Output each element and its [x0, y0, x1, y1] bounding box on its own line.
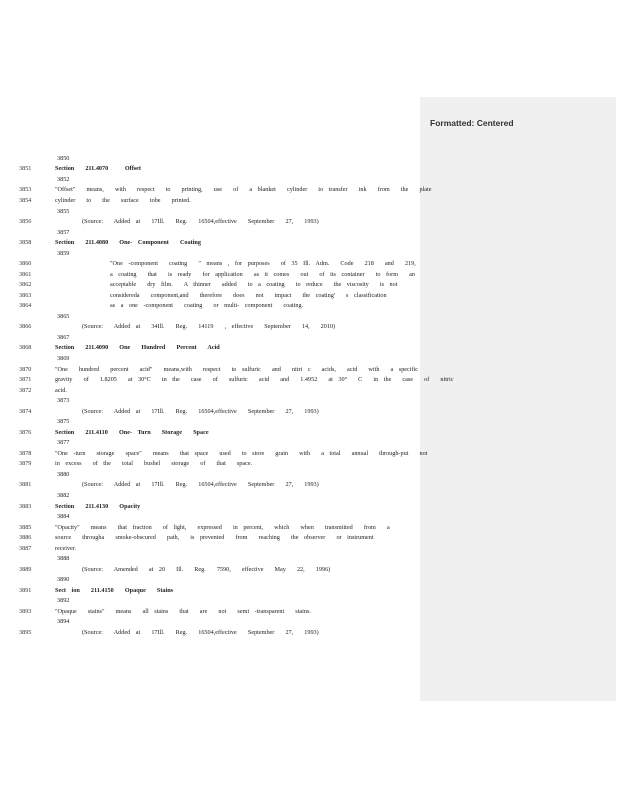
body-text-line: 3865: [57, 313, 70, 320]
body-text-line: (Source: Added at 17Ill. Reg. 16504,effective September 27, 1993): [82, 481, 319, 488]
line-number: 3866: [19, 323, 32, 330]
line-number: 3874: [19, 408, 32, 415]
body-text-line: 3857: [57, 229, 70, 236]
line-number: 3854: [19, 197, 32, 204]
section-heading: Section 211.4070 Offset: [55, 165, 141, 172]
body-text-line: cylinder to the surface tobe printed.: [55, 197, 191, 204]
body-text-line: 3859: [57, 250, 70, 257]
body-text-line: (Source: Added at 17Ill. Reg. 16504,effective September 27, 1993): [82, 408, 319, 415]
body-text-line: 3894: [57, 618, 70, 625]
body-text-line: 3877: [57, 439, 70, 446]
body-text-line: a coating that is ready for application as it comes out of its container to form an: [110, 271, 415, 278]
line-number: 3861: [19, 271, 32, 278]
line-number: 3876: [19, 429, 32, 436]
line-number: 3885: [19, 524, 32, 531]
body-text-line: (Source: Added at 17Ill. Reg. 16504,effective September 27, 1993): [82, 629, 319, 636]
body-text-line: 3850: [57, 155, 70, 162]
section-heading: Section 211.4080 One- Component Coating: [55, 239, 201, 246]
line-number: 3883: [19, 503, 32, 510]
line-number: 3860: [19, 260, 32, 267]
line-number: 3891: [19, 587, 32, 594]
body-text-line: acid.: [55, 387, 67, 394]
comment-title: Formatted: Centered: [430, 118, 514, 128]
line-number: 3893: [19, 608, 32, 615]
section-heading: Sect ion 211.4150 Opaque Stains: [55, 587, 174, 594]
line-number: 3851: [19, 165, 32, 172]
line-number: 3878: [19, 450, 32, 457]
body-text-line: gravity of 1.8205 at 30°C in the case of sulfuric acid and 1.4952 at 30° C in the case of nitric: [55, 376, 454, 383]
section-heading: Section 211.4130 Opacity: [55, 503, 141, 510]
body-text-line: "One hundred percent acid" means,with respect to sulfuric and nitri c acids, acid with a specific: [55, 366, 419, 373]
body-text-line: 3884: [57, 513, 70, 520]
line-number: 3871: [19, 376, 32, 383]
body-text-line: 3867: [57, 334, 70, 341]
body-text-line: (Source: Added at 17Ill. Reg. 16504,effective September 27, 1993): [82, 218, 319, 225]
body-text-line: "Opacity" means that fraction of light, expressed in percent, which when transmitted from a: [55, 524, 390, 531]
line-number: 3863: [19, 292, 32, 299]
line-number: 3858: [19, 239, 32, 246]
line-number: 3886: [19, 534, 32, 541]
body-text-line: (Source: Amended at 20 Ill. Reg. 7590, effective May 22, 1996): [82, 566, 331, 573]
body-text-line: (Source: Added at 34Ill. Reg. 14119 , effective September 14, 2010): [82, 323, 336, 330]
body-text-line: 3873: [57, 397, 70, 404]
body-text-line: 3882: [57, 492, 70, 499]
body-text-line: consideredа component,and therefore does not impact the coating' s classification: [110, 292, 387, 299]
line-number: 3887: [19, 545, 32, 552]
line-number: 3862: [19, 281, 32, 288]
line-number: 3881: [19, 481, 32, 488]
body-text-line: 3892: [57, 597, 70, 604]
line-number: 3864: [19, 302, 32, 309]
line-number: 3856: [19, 218, 32, 225]
body-text-line: "Offset" means, with respect to printing, use of a blanket cylinder to transfer ink from the plate: [55, 186, 432, 193]
body-text-line: "Opaque stains" means all stains that are not semi -transparent stains.: [55, 608, 311, 615]
body-text-line: "One -component coating " means , for purposes of 35 Ill. Adm. Code 218 and 219,: [110, 260, 416, 267]
line-number: 3872: [19, 387, 32, 394]
section-heading: Section 211.4090 One Hundred Percent Acid: [55, 344, 220, 351]
body-text-line: receiver.: [55, 545, 77, 552]
body-text-line: 3855: [57, 208, 70, 215]
body-text-line: 3880: [57, 471, 70, 478]
line-number: 3870: [19, 366, 32, 373]
body-text-line: 3875: [57, 418, 70, 425]
body-text-line: acceptable dry film. A thinner added to a coating to reduce the viscosity is not: [110, 281, 398, 288]
body-text-line: 3890: [57, 576, 70, 583]
comment-pane: [420, 97, 616, 701]
body-text-line: "One -turn storage space" means that space used to store grain with a total annual through-put not: [55, 450, 428, 457]
section-heading: Section 211.4110 One- Turn Storage Space: [55, 429, 209, 436]
line-number: 3879: [19, 460, 32, 467]
line-number: 3895: [19, 629, 32, 636]
line-number: 3853: [19, 186, 32, 193]
line-number: 3868: [19, 344, 32, 351]
body-text-line: source througha smoke-obscured path, is prevented from reaching the observer or instrument: [55, 534, 374, 541]
body-text-line: as a one -component coating or multi- component coating.: [110, 302, 304, 309]
body-text-line: 3869: [57, 355, 70, 362]
body-text-line: 3888: [57, 555, 70, 562]
line-number: 3889: [19, 566, 32, 573]
body-text-line: 3852: [57, 176, 70, 183]
body-text-line: in excess of the total bushel storage of that space.: [55, 460, 253, 467]
